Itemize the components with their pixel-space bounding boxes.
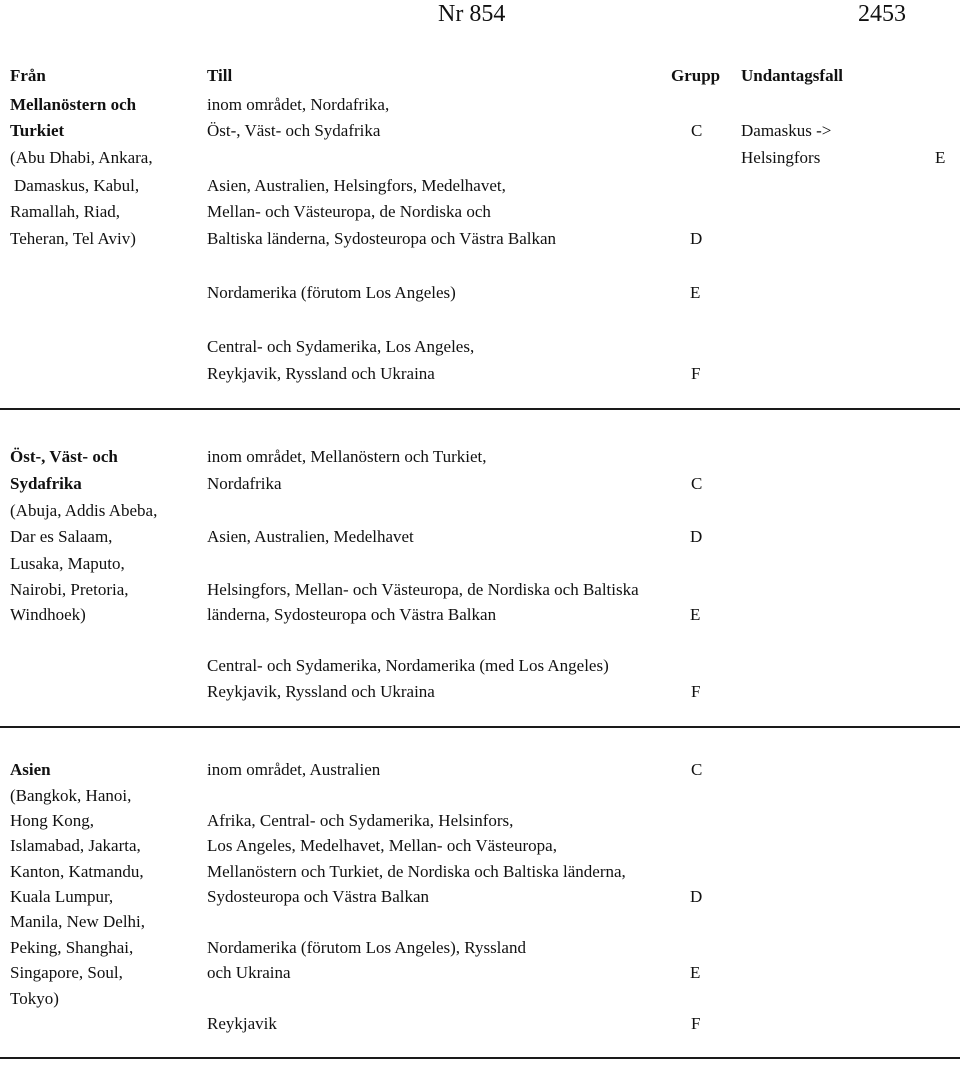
from-city-list: (Abuja, Addis Abeba, (10, 501, 158, 520)
destination-text: Öst-, Väst- och Sydafrika (207, 121, 381, 140)
destination-text: Helsingfors, Mellan- och Västeuropa, de Nordiska och Baltiska (207, 580, 639, 599)
destination-text: Afrika, Central- och Sydamerika, Helsinfors, (207, 811, 514, 830)
destination-text: Los Angeles, Medelhavet, Mellan- och Västeuropa, (207, 836, 557, 855)
from-region-title: Asien (10, 760, 51, 779)
destination-text: Asien, Australien, Helsingfors, Medelhavet, (207, 176, 506, 195)
destination-text: Nordamerika (förutom Los Angeles) (207, 283, 456, 302)
from-city-list: Kanton, Katmandu, (10, 862, 144, 881)
destination-text: Reykjavik, Ryssland och Ukraina (207, 364, 435, 383)
destination-text: Central- och Sydamerika, Nordamerika (med Los Angeles) (207, 656, 609, 675)
document-number: Nr 854 (438, 1, 506, 27)
from-city-list: Tokyo) (10, 989, 59, 1008)
from-region-title: Öst-, Väst- och (10, 447, 118, 466)
destination-text: Reykjavik (207, 1014, 277, 1033)
destination-text: Reykjavik, Ryssland och Ukraina (207, 682, 435, 701)
from-city-list: Manila, New Delhi, (10, 912, 146, 931)
destination-text: Nordamerika (förutom Los Angeles), Ryssland (207, 938, 526, 957)
page-number: 2453 (858, 1, 906, 27)
group-code: F (691, 364, 701, 383)
from-city-list: Ramallah, Riad, (10, 202, 121, 221)
from-city-list: Hong Kong, (10, 811, 95, 830)
from-city-list: Nairobi, Pretoria, (10, 580, 129, 599)
from-city-list: Damaskus, Kabul, (14, 176, 140, 195)
section-divider (0, 1057, 960, 1059)
from-city-list: Islamabad, Jakarta, (10, 836, 141, 855)
destination-text: inom området, Australien (207, 760, 381, 779)
exception-text: Helsingfors (741, 148, 821, 167)
column-header-to: Till (207, 66, 233, 85)
destination-text: Baltiska länderna, Sydosteuropa och Västra Balkan (207, 229, 557, 248)
from-region-title: Sydafrika (10, 474, 82, 493)
column-header-from: Från (10, 66, 46, 85)
destination-text: inom området, Nordafrika, (207, 95, 390, 114)
from-city-list: Windhoek) (10, 605, 86, 624)
destination-text: länderna, Sydosteuropa och Västra Balkan (207, 605, 497, 624)
destination-text: inom området, Mellanöstern och Turkiet, (207, 447, 487, 466)
from-region-title: Mellanöstern och (10, 95, 137, 114)
group-code: E (690, 283, 701, 302)
group-code: E (690, 605, 701, 624)
from-city-list: Dar es Salaam, (10, 527, 113, 546)
destination-text: Central- och Sydamerika, Los Angeles, (207, 337, 475, 356)
destination-text: Sydosteuropa och Västra Balkan (207, 887, 430, 906)
from-city-list: Peking, Shanghai, (10, 938, 134, 957)
from-city-list: Singapore, Soul, (10, 963, 123, 982)
from-city-list: (Bangkok, Hanoi, (10, 786, 132, 805)
exception-group-code: E (935, 148, 946, 167)
destination-text: Mellanöstern och Turkiet, de Nordiska och Baltiska länderna, (207, 862, 626, 881)
group-code: F (691, 1014, 701, 1033)
group-code: D (690, 527, 703, 546)
group-code: F (691, 682, 701, 701)
group-code: D (690, 229, 703, 248)
section-divider (0, 726, 960, 728)
column-header-group: Grupp (671, 66, 721, 85)
section-divider (0, 408, 960, 410)
destination-text: och Ukraina (207, 963, 291, 982)
from-city-list: (Abu Dhabi, Ankara, (10, 148, 153, 167)
group-code: D (690, 887, 703, 906)
exception-text: Damaskus -> (741, 121, 832, 140)
from-city-list: Teheran, Tel Aviv) (10, 229, 136, 248)
destination-text: Mellan- och Västeuropa, de Nordiska och (207, 202, 491, 221)
from-region-title: Turkiet (10, 121, 65, 140)
group-code: E (690, 963, 701, 982)
from-city-list: Lusaka, Maputo, (10, 554, 125, 573)
destination-text: Asien, Australien, Medelhavet (207, 527, 414, 546)
group-code: C (691, 760, 703, 779)
group-code: C (691, 474, 703, 493)
destination-text: Nordafrika (207, 474, 282, 493)
group-code: C (691, 121, 703, 140)
column-header-exception: Undantagsfall (741, 66, 844, 85)
from-city-list: Kuala Lumpur, (10, 887, 114, 906)
